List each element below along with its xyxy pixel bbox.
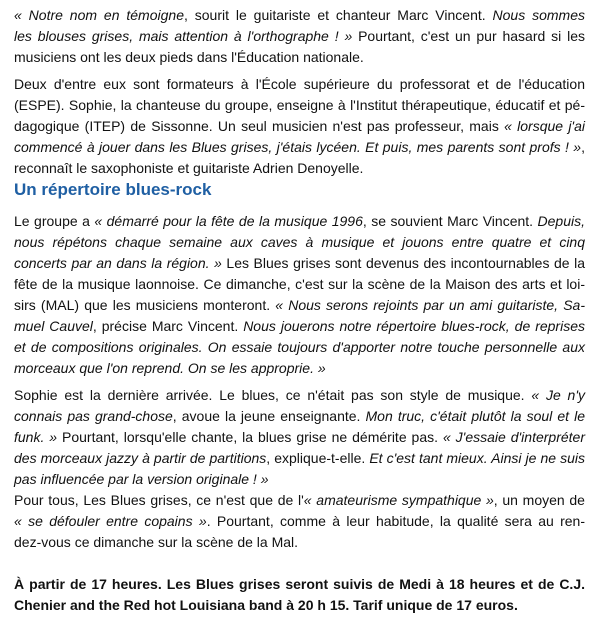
paragraph-teachers — [14, 74, 585, 179]
text-line: (ESPE). Sophie, la chanteuse du groupe, enseigne à l'Institut thérapeutique, éducatif et pé- — [14, 97, 585, 113]
text-line: morceaux que l'on reprend. On se les approprie. » — [14, 360, 326, 376]
paragraph-sophie — [14, 385, 585, 490]
text-line: Pour tous, Les Blues grises, ce n'est que de l'« amateurisme sympathique », un moyen de — [14, 492, 585, 508]
text-line: Chenier and the Red hot Louisiana band à 20 h 15. Tarif unique de 17 euros. — [14, 597, 518, 613]
text-line: des morceaux jazzy à partir de partitions, explique-t-elle. Et c'est tant mieux. Ainsi je ne suis — [14, 450, 585, 466]
text-line: muel Cauvel, précise Marc Vincent. Nous jouerons notre répertoire blues-rock, de reprises — [14, 318, 585, 334]
text-line: connais pas grand-chose, avoue la jeune enseignante. Mon truc, c'était plutôt la soul et le — [14, 408, 585, 424]
text-line: sirs (MAL) que les musiciens monteront. « Nous serons rejoints par un ami guitariste, Sa- — [14, 297, 586, 313]
text-line: Sophie est la dernière arrivée. Le blues, ce n'était pas son style de musique. « Je n'y — [14, 387, 585, 403]
text-line: fête de la musique laonnoise. Ce dimanche, c'est sur la scène de la Maison des arts et loi- — [14, 276, 585, 292]
paragraph-intro — [14, 5, 585, 68]
text-line: les blouses grises, mais attention à l'orthographe ! » Pourtant, c'est un pur hasard si les — [14, 28, 585, 44]
text-line: Deux d'entre eux sont formateurs à l'École supérieure du professorat et de l'éducation — [14, 76, 585, 92]
text-line: reconnaît le saxophoniste et guitariste Adrien Denoyelle. — [14, 160, 364, 176]
paragraph-history — [14, 211, 585, 379]
text-line: dez-vous ce dimanche sur la scène de la Mal. — [14, 534, 299, 550]
text-line: pas influencée par la version originale ! » — [14, 471, 269, 487]
text-line: « Notre nom en témoigne, sourit le guitariste et chanteur Marc Vincent. Nous sommes — [14, 7, 585, 23]
text-line: commencé à jouer dans les Blues grises, j'étais lycéen. Et puis, mes parents sont profs ! », — [14, 139, 585, 155]
text-line: À partir de 17 heures. Les Blues grises seront suivis de Medi à 18 heures et de C.J. — [14, 576, 585, 592]
text-line: concerts par an dans la région. » Les Blues grises sont devenus des incontournables de la — [14, 255, 586, 271]
text-line: « se défouler entre copains ». Pourtant, comme à leur habitude, la qualité sera au ren- — [14, 513, 585, 529]
event-info — [14, 574, 585, 616]
paragraph-closing — [14, 490, 585, 553]
text-line: et de compositions originales. On essaie toujours d'apporter notre touche personnelle aux — [14, 339, 585, 355]
text-line: musiciens ont les deux pieds dans l'Éducation nationale. — [14, 49, 364, 65]
section-heading: Un répertoire blues-rock — [14, 180, 212, 199]
text-line: nous répétons chaque semaine aux caves à musique et jouons entre quatre et cinq — [14, 234, 585, 250]
text-line: funk. » Pourtant, lorsqu'elle chante, la blues grise ne démérite pas. « J'essaie d'interpréter — [14, 429, 585, 445]
text-line: Le groupe a « démarré pour la fête de la musique 1996, se souvient Marc Vincent. Depuis, — [14, 213, 585, 229]
text-line: dagogique (ITEP) de Sissonne. Un seul musicien n'est pas professeur, mais « lorsque j'ai — [14, 118, 585, 134]
